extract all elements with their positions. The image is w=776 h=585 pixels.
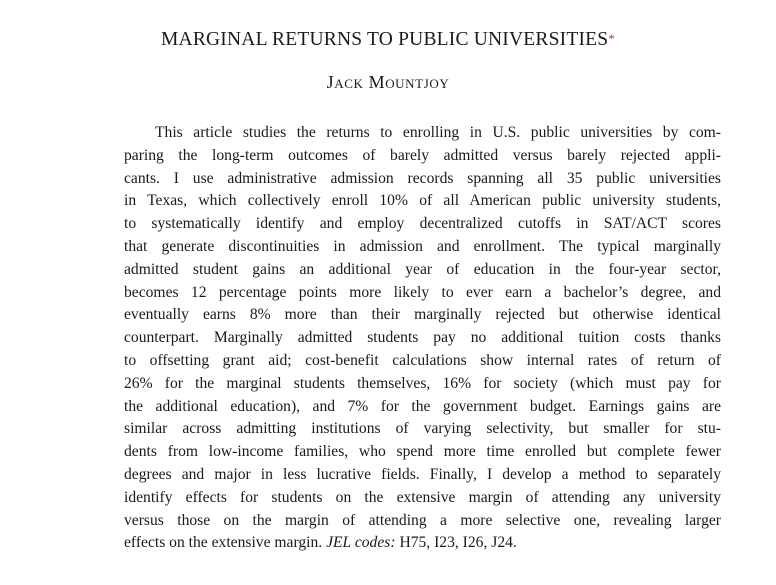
abstract-line: cants. I use administrative admission records spanning all 35 public universities xyxy=(124,169,721,187)
abstract-line: degrees and major in less lucrative fields. Finally, I develop a method to separately xyxy=(124,465,721,483)
abstract-line: admitted student gains an additional year of education in the four-year sector, xyxy=(124,260,721,278)
abstract-line: that generate discontinuities in admission and enrollment. The typical marginally xyxy=(124,237,721,255)
abstract-line: This article studies the returns to enrolling in U.S. public universities by com- xyxy=(155,124,721,141)
abstract-line: similar across admitting institutions of varying selectivity, but smaller for stu- xyxy=(124,420,721,438)
abstract-line: the additional education), and 7% for the government budget. Earnings gains are xyxy=(124,397,721,415)
abstract-line: eventually earns 8% more than their marginally rejected but otherwise identical xyxy=(124,306,721,324)
abstract-line: 26% for the marginal students themselves, 16% for society (which must pay for xyxy=(124,374,721,392)
abstract-line: dents from low-income families, who spend more time enrolled but complete fewer xyxy=(124,443,721,461)
title-footnote-link[interactable]: * xyxy=(608,31,615,46)
abstract-line: paring the long-term outcomes of barely admitted versus barely rejected appli- xyxy=(124,146,721,164)
paper-title xyxy=(0,28,776,52)
abstract-line: identify effects for students on the extensive margin of attending any university xyxy=(124,488,721,506)
jel-codes-label: JEL codes: xyxy=(326,534,396,552)
jel-codes: H75, I23, I26, J24. xyxy=(399,534,517,552)
abstract-line: counterpart. Marginally admitted students pay no additional tuition costs thanks xyxy=(124,329,721,347)
abstract-line: to systematically identify and employ decentralized cutoffs in SAT/ACT scores xyxy=(124,215,721,233)
abstract-line: to offsetting grant aid; cost-benefit calculations show internal rates of return of xyxy=(124,351,721,369)
paper-title-text: MARGINAL RETURNS TO PUBLIC UNIVERSITIES xyxy=(161,29,609,50)
author-name: Jack Mountjoy xyxy=(326,72,450,92)
abstract-line: versus those on the margin of attending a more selective one, revealing larger xyxy=(124,511,721,529)
abstract-last-line xyxy=(124,532,721,555)
abstract xyxy=(124,122,721,555)
abstract-line: in Texas, which collectively enroll 10% of all American public university students, xyxy=(124,192,721,210)
abstract-line: becomes 12 percentage points more likely to ever earn a bachelor’s degree, and xyxy=(124,283,721,301)
abstract-last-line-text: effects on the extensive margin. xyxy=(124,534,323,552)
